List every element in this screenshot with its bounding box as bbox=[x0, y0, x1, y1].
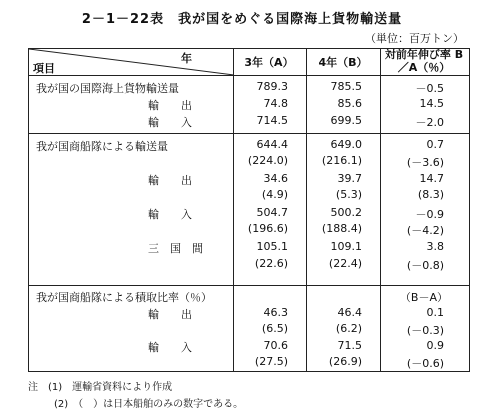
s1-export-a: 74.8 bbox=[263, 97, 288, 110]
s2-total-pr: (－3.6) bbox=[406, 156, 444, 169]
note-2: (2) （ ）は日本船舶のみの数字である。 bbox=[54, 399, 244, 410]
s2-cross-pr: (－0.8) bbox=[406, 259, 444, 272]
s2-export-r: 14.7 bbox=[419, 172, 444, 185]
s2-import-pb: (188.4) bbox=[321, 222, 362, 235]
s2-cross-a: 105.1 bbox=[256, 240, 288, 253]
s3-export-r: 0.1 bbox=[426, 306, 444, 319]
s1-import-r: －2.0 bbox=[415, 116, 444, 129]
header-diagonal bbox=[29, 49, 234, 75]
s3-import-b: 71.5 bbox=[337, 339, 362, 352]
s3-export-pb: (6.2) bbox=[335, 322, 362, 335]
s2-export-pb: (5.3) bbox=[335, 188, 362, 201]
s3-import-r: 0.9 bbox=[426, 339, 444, 352]
s3-export-label: 輸 出 bbox=[148, 308, 192, 321]
s2-export-pr: (8.3) bbox=[417, 188, 444, 201]
s2-total-b: 649.0 bbox=[330, 138, 362, 151]
header-col2: 4年（B） bbox=[318, 56, 368, 69]
s1-export-label: 輸 出 bbox=[148, 99, 192, 112]
s3-export-pr: (－0.3) bbox=[406, 324, 444, 337]
table-title: 2－1－22表 我が国をめぐる国際海上貨物輸送量 bbox=[81, 12, 403, 27]
s3-import-label: 輸 入 bbox=[148, 341, 192, 354]
unit-label: （単位：百万トン） bbox=[365, 32, 464, 45]
s2-cross-r: 3.8 bbox=[426, 240, 444, 253]
s1-export-r: 14.5 bbox=[419, 97, 444, 110]
s2-import-b: 500.2 bbox=[330, 206, 362, 219]
s2-import-pa: (196.6) bbox=[247, 222, 288, 235]
s3-import-pb: (26.9) bbox=[328, 355, 362, 368]
s3-export-pa: (6.5) bbox=[261, 322, 288, 335]
header-col1: 3年（A） bbox=[244, 56, 294, 69]
s2-export-a: 34.6 bbox=[263, 172, 288, 185]
s3-export-a: 46.3 bbox=[263, 306, 288, 319]
s3-import-a: 70.6 bbox=[263, 339, 288, 352]
s1-total-r: －0.5 bbox=[415, 82, 444, 95]
s1-import-a: 714.5 bbox=[256, 114, 288, 127]
s2-import-label: 輸 入 bbox=[148, 208, 192, 221]
note-1: 注 (1) 運輸省資料により作成 bbox=[28, 382, 173, 393]
header-year: 年 bbox=[181, 52, 192, 65]
s2-export-label: 輸 出 bbox=[148, 174, 192, 187]
header-item: 項目 bbox=[33, 62, 55, 75]
s2-total-pa: (224.0) bbox=[247, 154, 288, 167]
s2-total-pb: (216.1) bbox=[321, 154, 362, 167]
s2-cross-pb: (22.4) bbox=[328, 257, 362, 270]
s2-total-r: 0.7 bbox=[426, 138, 444, 151]
s1-total-a: 789.3 bbox=[256, 80, 288, 93]
s2-label: 我が国商船隊による輸送量 bbox=[36, 140, 168, 153]
s2-total-a: 644.4 bbox=[256, 138, 288, 151]
s1-total-b: 785.5 bbox=[330, 80, 362, 93]
s3-label: 我が国商船隊による積取比率（％） bbox=[36, 291, 212, 304]
s3-export-b: 46.4 bbox=[337, 306, 362, 319]
s2-export-b: 39.7 bbox=[337, 172, 362, 185]
s2-cross-label: 三 国 間 bbox=[148, 242, 203, 255]
s2-import-pr: (－4.2) bbox=[406, 224, 444, 237]
s2-export-pa: (4.9) bbox=[261, 188, 288, 201]
s1-label: 我が国の国際海上貨物輸送量 bbox=[36, 82, 179, 95]
s1-export-b: 85.6 bbox=[337, 97, 362, 110]
data-table bbox=[28, 48, 470, 372]
s2-cross-pa: (22.6) bbox=[254, 257, 288, 270]
s1-import-b: 699.5 bbox=[330, 114, 362, 127]
s2-cross-b: 109.1 bbox=[330, 240, 362, 253]
s3-col3-header: （B－A） bbox=[399, 291, 448, 304]
s3-import-pr: (－0.6) bbox=[406, 357, 444, 370]
s2-import-r: －0.9 bbox=[415, 208, 444, 221]
s2-import-a: 504.7 bbox=[256, 206, 288, 219]
s3-import-pa: (27.5) bbox=[254, 355, 288, 368]
s1-import-label: 輸 入 bbox=[148, 116, 192, 129]
header-col3: 対前年伸び率 B／A（％） bbox=[384, 48, 464, 74]
